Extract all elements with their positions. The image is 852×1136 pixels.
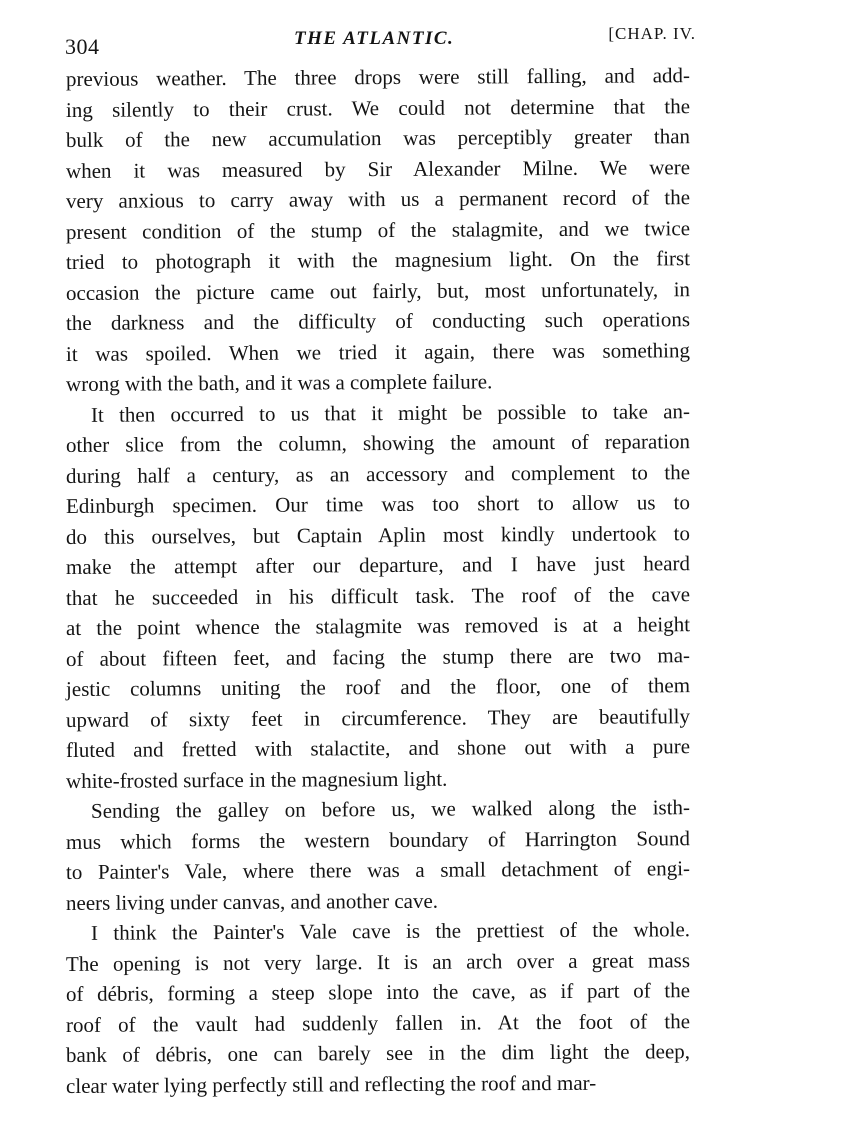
text-line: of about fifteen feet, and facing the stump there are two ma- — [65, 642, 691, 671]
paragraph — [66, 796, 690, 918]
text-line: white-frosted surface in the magnesium light. — [65, 766, 448, 793]
text-line: bank of débris, one can barely see in the dim light the deep, — [65, 1039, 691, 1067]
paragraph — [66, 400, 690, 797]
text-line: at the point whence the stalagmite was removed is at a height — [65, 612, 691, 640]
text-line: roof of the vault had suddenly fallen in. At the foot of the — [65, 1008, 691, 1037]
text-line: tried to photograph it with the magnesium light. On the first — [65, 246, 691, 274]
text-line: it was spoiled. When we tried it again, there was something — [65, 337, 691, 366]
text-line: Edinburgh specimen. Our time was too short to allow us to — [65, 490, 691, 518]
text-line: It then occurred to us that it might be possible to take an- — [90, 398, 691, 427]
text-line: other slice from the column, showing the amount of reparation — [65, 429, 691, 457]
text-line: when it was measured by Sir Alexander Milne. We were — [65, 154, 691, 183]
page-number: 304 — [65, 34, 100, 59]
running-title: THE ATLANTIC. — [294, 28, 455, 49]
text-line: during half a century, as an accessory and complement to the — [65, 459, 691, 488]
body-text — [66, 64, 690, 1101]
text-line: fluted and fretted with stalactite, and shone out with a pure — [65, 734, 691, 762]
text-line: of débris, forming a steep slope into the cave, as if part of the — [65, 978, 691, 1006]
text-line: upward of sixty feet in circumference. They are beautifully — [65, 703, 691, 732]
text-line: occasion the picture came out fairly, but, most unfortunately, in — [65, 276, 691, 305]
paragraph — [66, 918, 690, 1101]
chapter-label: [CHAP. IV. — [608, 24, 696, 43]
text-line: The opening is not very large. It is an arch over a great mass — [65, 947, 691, 976]
text-line: wrong with the bath, and it was a complete failure. — [65, 369, 493, 396]
text-line: I think the Painter's Vale cave is the prettiest of the whole. — [90, 917, 691, 945]
text-line: clear water lying perfectly still and reflecting the roof and mar- — [65, 1070, 597, 1098]
text-line: the darkness and the difficulty of conducting such operations — [65, 307, 691, 335]
text-line: that he succeeded in his difficult task. The roof of the cave — [65, 581, 691, 610]
paragraph — [66, 64, 690, 400]
text-line: jestic columns uniting the roof and the floor, one of them — [65, 673, 691, 701]
text-line: very anxious to carry away with us a permanent record of the — [65, 185, 691, 213]
text-line: mus which forms the western boundary of Harrington Sound — [65, 825, 691, 854]
text-line: make the attempt after our departure, and I have just heard — [65, 551, 691, 579]
text-line: do this ourselves, but Captain Aplin most kindly undertook to — [65, 520, 691, 549]
text-line: previous weather. The three drops were still falling, and add- — [65, 63, 691, 91]
text-line: bulk of the new accumulation was perceptibly greater than — [65, 124, 691, 152]
text-line: ing silently to their crust. We could not determine that the — [65, 93, 691, 122]
running-header — [60, 20, 700, 60]
text-line: Sending the galley on before us, we walked along the isth- — [90, 795, 691, 823]
text-line: to Painter's Vale, where there was a small detachment of engi- — [65, 856, 691, 884]
text-line: neers living under canvas, and another cave. — [65, 888, 439, 915]
text-line: present condition of the stump of the stalagmite, and we twice — [65, 215, 691, 244]
